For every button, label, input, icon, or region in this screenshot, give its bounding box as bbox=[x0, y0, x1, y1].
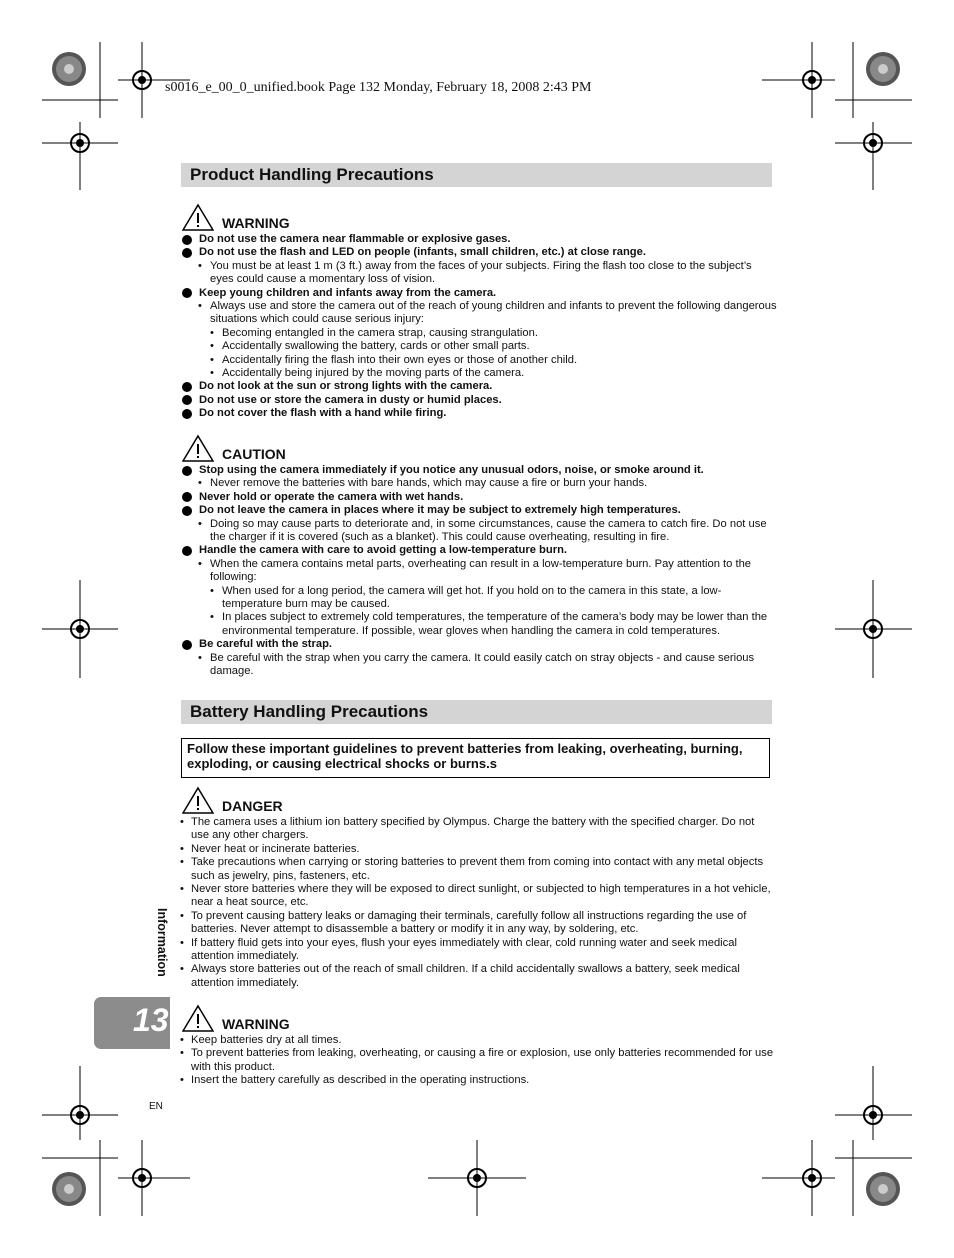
list-item: • Always store batteries out of the reach of small children. If a child accidentally swallows a battery, seek medical attention immediately. bbox=[180, 963, 775, 990]
list-item: • Never store batteries where they will be exposed to direct sunlight, or subjected to high temperatures in a hot vehicle, near a heat source, etc. bbox=[180, 883, 775, 910]
print-header-line: s0016_e_00_0_unified.book Page 132 Monday, February 18, 2008 2:43 PM bbox=[165, 80, 592, 95]
list-item: • Accidentally being injured by the moving parts of the camera. bbox=[182, 367, 777, 380]
list-item: Stop using the camera immediately if you notice any unusual odors, noise, or smoke around it. bbox=[182, 464, 777, 477]
caution-list bbox=[182, 464, 777, 679]
language-code: EN bbox=[149, 1101, 163, 1112]
section-title: Battery Handling Precautions bbox=[190, 702, 429, 721]
danger-icon bbox=[182, 786, 214, 814]
list-item: • Becoming entangled in the camera strap, causing strangulation. bbox=[182, 327, 777, 340]
list-item: • In places subject to extremely cold temperatures, the temperature of the camera’s body may be lower than the environmental temperature. If possible, wear gloves when handling the camera in cold temperatures. bbox=[182, 611, 777, 638]
list-item: • Be careful with the strap when you carry the camera. It could easily catch on stray objects - and cause serious damage. bbox=[182, 652, 777, 679]
list-item: • Accidentally firing the flash into their own eyes or those of another child. bbox=[182, 354, 777, 367]
list-item: Be careful with the strap. bbox=[182, 638, 777, 651]
list-item: Keep young children and infants away from the camera. bbox=[182, 287, 777, 300]
list-item: • Never remove the batteries with bare hands, which may cause a fire or burn your hands. bbox=[182, 477, 777, 490]
caution-icon bbox=[182, 434, 214, 462]
list-item: • To prevent batteries from leaking, overheating, or causing a fire or explosion, use only batteries recommended for use with this product. bbox=[180, 1047, 775, 1074]
danger-heading-label: DANGER bbox=[222, 798, 283, 814]
list-item: Do not cover the flash with a hand while firing. bbox=[182, 407, 777, 420]
list-item: • Never heat or incinerate batteries. bbox=[180, 843, 775, 856]
battery-notice-box: Follow these important guidelines to prevent batteries from leaking, overheating, burning, exploding, or causing electrical shocks or burns.s bbox=[181, 738, 770, 778]
list-item: • Always use and store the camera out of the reach of young children and infants to prevent the following dangerous situations which could cause serious injury: bbox=[182, 300, 777, 327]
list-item: • Keep batteries dry at all times. bbox=[180, 1034, 775, 1047]
list-item: Do not use the flash and LED on people (infants, small children, etc.) at close range. bbox=[182, 246, 777, 259]
warning-list bbox=[182, 233, 777, 421]
list-item: • The camera uses a lithium ion battery specified by Olympus. Charge the battery with the specified charger. Do not use any other chargers. bbox=[180, 816, 775, 843]
battery-warning-label: WARNING bbox=[222, 1016, 290, 1032]
chapter-number: 13 bbox=[133, 1002, 169, 1038]
list-item: Do not leave the camera in places where it may be subject to extremely high temperatures. bbox=[182, 504, 777, 517]
list-item: Do not look at the sun or strong lights with the camera. bbox=[182, 380, 777, 393]
warning-icon bbox=[182, 1004, 214, 1032]
list-item: • You must be at least 1 m (3 ft.) away from the faces of your subjects. Firing the flash too close to the subject’s eyes could cause a momentary loss of vision. bbox=[182, 260, 777, 287]
warning-heading-label: WARNING bbox=[222, 215, 290, 231]
list-item: Handle the camera with care to avoid getting a low-temperature burn. bbox=[182, 544, 777, 557]
list-item: • Accidentally swallowing the battery, cards or other small parts. bbox=[182, 340, 777, 353]
list-item: • To prevent causing battery leaks or damaging their terminals, carefully follow all instructions regarding the use of batteries. Never attempt to disassemble a battery or modify it in any way, by soldering, etc. bbox=[180, 910, 775, 937]
danger-list bbox=[180, 816, 775, 990]
battery-warning-list bbox=[180, 1034, 775, 1088]
list-item: • Doing so may cause parts to deteriorate and, in some circumstances, cause the camera to catch fire. Do not use the charger if it is covered (such as a blanket). This could cause overheating, resulting in fire. bbox=[182, 518, 777, 545]
chapter-side-label: Information bbox=[155, 908, 169, 977]
chapter-tab bbox=[94, 997, 170, 1049]
list-item: • Take precautions when carrying or storing batteries to prevent them from coming into contact with any metal objects such as jewelry, pins, fasteners, etc. bbox=[180, 856, 775, 883]
section-title: Product Handling Precautions bbox=[190, 165, 434, 184]
caution-heading-label: CAUTION bbox=[222, 446, 286, 462]
section-heading-product bbox=[181, 163, 772, 187]
warning-icon bbox=[182, 203, 214, 231]
list-item: • If battery fluid gets into your eyes, flush your eyes immediately with clear, cold running water and seek medical attention immediately. bbox=[180, 937, 775, 964]
list-item: Do not use or store the camera in dusty or humid places. bbox=[182, 394, 777, 407]
list-item: • When used for a long period, the camera will get hot. If you hold on to the camera in this state, a low-temperature burn may be caused. bbox=[182, 585, 777, 612]
list-item: Never hold or operate the camera with wet hands. bbox=[182, 491, 777, 504]
list-item: • When the camera contains metal parts, overheating can result in a low-temperature burn. Pay attention to the following: bbox=[182, 558, 777, 585]
section-heading-battery bbox=[181, 700, 772, 724]
list-item: Do not use the camera near flammable or explosive gases. bbox=[182, 233, 777, 246]
list-item: • Insert the battery carefully as described in the operating instructions. bbox=[180, 1074, 775, 1087]
